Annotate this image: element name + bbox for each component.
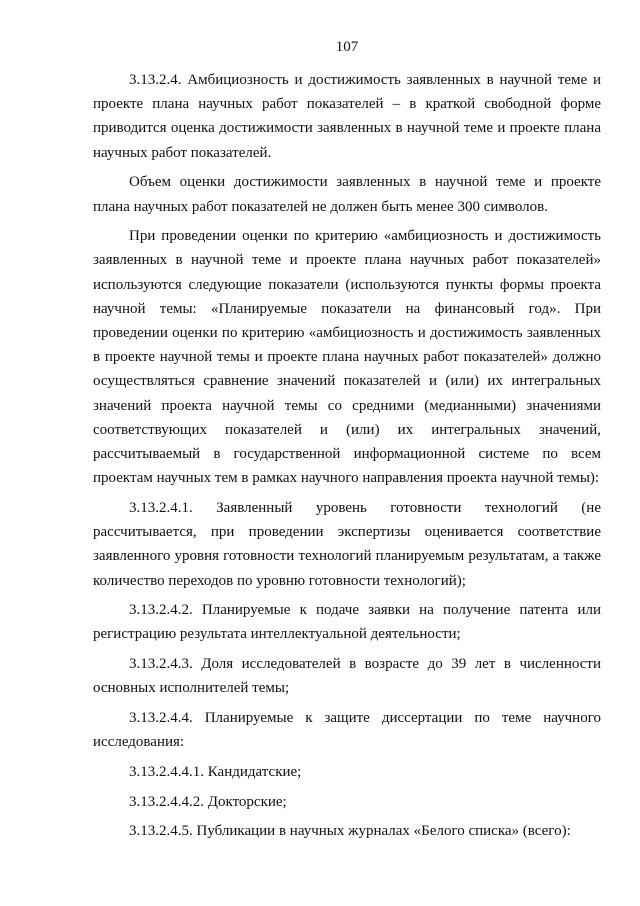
paragraph-item-dissertations: 3.13.2.4.4. Планируемые к защите диссертации по теме научного исследования: [93,710,601,751]
paragraph-item-technology-readiness: 3.13.2.4.1. Заявленный уровень готовности технологий (не рассчитывается, при проведении экспертизы оценивается соответствие заявленного уровня готовности технологий планируемым результатам, а также количество переходов по уровню готовности технологий); [93,499,601,589]
paragraph-item-patent-applications: 3.13.2.4.2. Планируемые к подаче заявки на получение патента или регистрацию результата интеллектуальной деятельности; [93,602,601,643]
paragraph-volume-requirement: Объем оценки достижимости заявленных в научной теме и проекте плана научных работ показателей не должен быть менее 300 символов. [93,174,601,215]
paragraph-item-candidate: 3.13.2.4.4.1. Кандидатские; [129,763,302,780]
paragraph-item-young-researchers: 3.13.2.4.3. Доля исследователей в возрасте до 39 лет в численности основных исполнителей темы; [93,656,601,697]
paragraph-indicators-description: При проведении оценки по критерию «амбициозность и достижимость заявленных в научной теме и проекте плана научных работ показателей» используются следующие показатели (используются пункты формы проекта научной темы: «Планируемые показатели на финансовый год». При проведении оценки по критерию «амбициозность и достижимость заявленных в проекте научной темы и проекте плана научных работ показателей» должно осуществляться сравнение значений показателей и (или) их интегральных значений проекта научной темы со средними (медианными) значениями соответствующих показателей и (или) их интегральных значений, рассчитываемый в государственной информационной системе по всем проектам научных тем в рамках научного направления проекта научной темы): [93,228,601,487]
document-body [93,68,601,844]
paragraph-item-doctoral: 3.13.2.4.4.2. Докторские; [129,793,287,810]
paragraph-item-white-list-publications: 3.13.2.4.5. Публикации в научных журналах «Белого списка» (всего): [129,823,571,840]
paragraph-ambition-criterion: 3.13.2.4. Амбициозность и достижимость заявленных в научной теме и проекте плана научных работ показателей – в краткой свободной форме приводится оценка достижимости заявленных в научной теме и проекте плана научных работ показателей. [93,72,601,161]
page-number: 107 [335,39,359,55]
